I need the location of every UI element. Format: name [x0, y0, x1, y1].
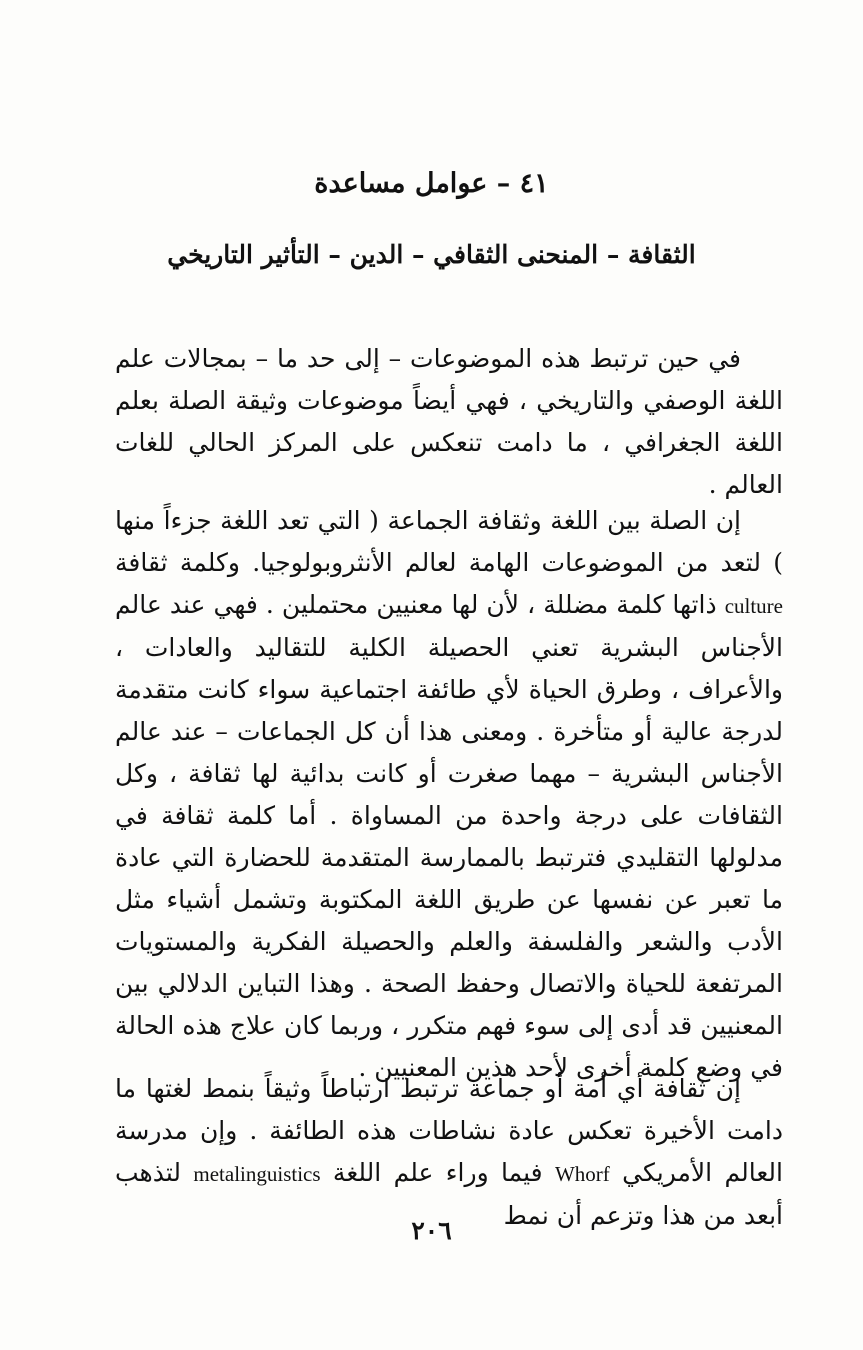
paragraph-1: في حين ترتبط هذه الموضوعات – إلى حد ما – بمجالات علم اللغة الوصفي والتاريخي ، فهي أيضاً موضوعات وثيقة الصلة بعلم اللغة الجغرافي ، ما دامت تنعكس على المركز الحالي للغات العالم .: [115, 344, 783, 499]
paragraph-2-text-start: إن الصلة بين اللغة وثقافة الجماعة ( التي تعد اللغة جزءاً منها ) لتعد من الموضوعات الهامة لعالم الأنثروبولوجيا. وكلمة ثقافة: [115, 506, 783, 577]
paragraph-2: [115, 500, 783, 1089]
term-whorf: Whorf: [554, 1162, 610, 1186]
section-subtitle: الثقافة – المنحنى الثقافي – الدين – التأثير التاريخي: [167, 240, 696, 269]
paragraph-3-text-part-1: إن ثقافة أي أمة أو جماعة ترتبط ارتباطاً وثيقاً بنمط لغتها ما دامت الأخيرة تعكس عادة نشاطات هذه الطائفة . وإن مدرسة العالم الأمريكي: [115, 1074, 783, 1187]
paragraph-2-text-end: ذاتها كلمة مضللة ، لأن لها معنيين محتملين . فهي عند عالم الأجناس البشرية تعني الحصيلة الكلية للتقاليد والعادات ، والأعراف ، وطرق الحياة لأي طائفة اجتماعية سواء كانت متقدمة لدرجة عالية أو متأخرة . ومعنى هذا أن كل الجماعات – عند عالم الأجناس البشرية – مهما صغرت أو كانت بدائية لها ثقافة ، وكل الثقافات على درجة واحدة من المساواة . أما كلمة ثقافة في مدلولها التقليدي فترتبط بالممارسة المتقدمة للحضارة التي عادة ما تعبر عن نفسها عن طريق اللغة المكتوبة وتشمل أشياء مثل الأدب والشعر والفلسفة والعلم والحصيلة الفكرية والمستويات المرتفعة للحياة والاتصال وحفظ الصحة . وهذا التباين الدلالي بين المعنيين قد أدى إلى سوء فهم متكرر ، وربما كان علاج هذه الحالة في وضع كلمة أخرى لأحد هذين المعنيين .: [115, 590, 783, 1082]
section-title: ٤١ – عوامل مساعدة: [314, 168, 549, 199]
paragraph-3: [115, 1068, 783, 1237]
paragraph-3-text-part-3: لتذهب أبعد من هذا وتزعم أن نمط: [115, 1158, 783, 1230]
paragraph-3-text-part-2: فيما وراء علم اللغة: [332, 1158, 543, 1187]
term-culture: culture: [724, 594, 783, 618]
term-metalinguistics: metalinguistics: [193, 1162, 321, 1186]
page-number: ٢٠٦: [411, 1216, 452, 1245]
